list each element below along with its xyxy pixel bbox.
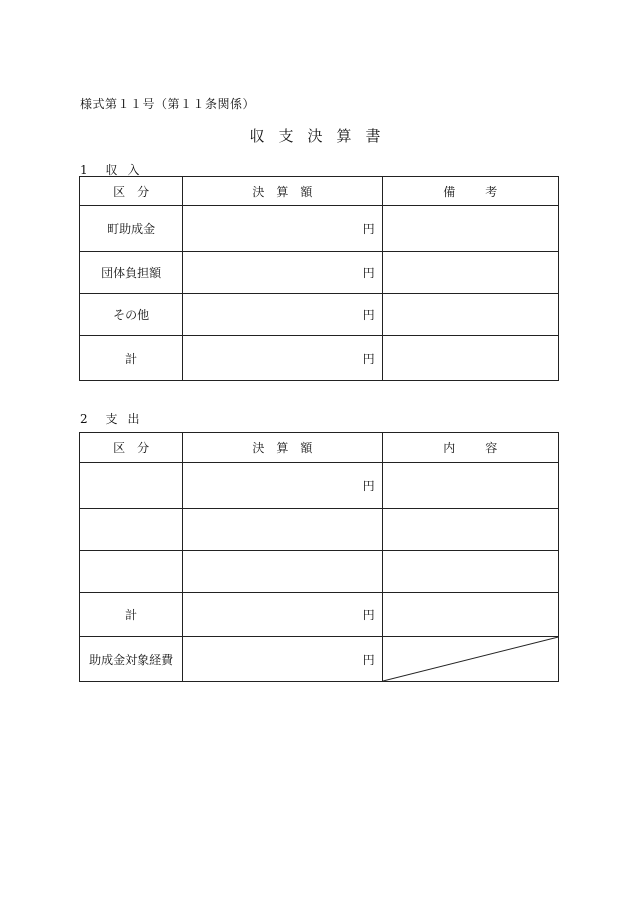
subsidy-eligible-row — [80, 637, 559, 682]
page-title: 収支決算書 — [249, 127, 395, 145]
expense-row-amount[interactable] — [183, 509, 382, 551]
expense-section-title: 支出 — [105, 412, 150, 426]
expense-total-amount[interactable]: 円 — [183, 593, 382, 637]
income-row-note[interactable] — [382, 206, 558, 252]
subsidy-eligible-note-crossed — [382, 637, 558, 682]
income-total-row — [80, 336, 559, 381]
income-header-category: 区分 — [80, 177, 183, 206]
expense-row-category[interactable] — [80, 509, 183, 551]
income-row — [80, 252, 559, 294]
expense-row-amount[interactable]: 円 — [183, 463, 382, 509]
expense-section-label — [80, 410, 149, 427]
income-header-amount: 決算額 — [183, 177, 382, 206]
income-table — [79, 176, 559, 381]
income-total-note[interactable] — [382, 336, 558, 381]
income-row-amount[interactable]: 円 — [183, 252, 382, 294]
income-total-category: 計 — [80, 336, 183, 381]
income-row-category: その他 — [80, 294, 183, 336]
income-row-note[interactable] — [382, 252, 558, 294]
expense-section-number: 2 — [80, 412, 88, 426]
expense-row — [80, 463, 559, 509]
income-row-category: 団体負担額 — [80, 252, 183, 294]
expense-header-category: 区分 — [80, 433, 183, 463]
income-row — [80, 206, 559, 252]
expense-row — [80, 509, 559, 551]
form-number: 様式第１１号（第１１条関係） — [80, 97, 256, 111]
income-row-note[interactable] — [382, 294, 558, 336]
expense-total-category: 計 — [80, 593, 183, 637]
subsidy-eligible-category: 助成金対象経費 — [80, 637, 183, 682]
expense-total-note[interactable] — [382, 593, 558, 637]
expense-row-note[interactable] — [382, 463, 558, 509]
income-section-number: 1 — [80, 163, 88, 177]
income-header-row — [80, 177, 559, 206]
expense-row — [80, 551, 559, 593]
income-row — [80, 294, 559, 336]
expense-row-amount[interactable] — [183, 551, 382, 593]
income-header-note: 備考 — [382, 177, 558, 206]
expense-header-amount: 決算額 — [183, 433, 382, 463]
expense-row-note[interactable] — [382, 551, 558, 593]
expense-row-note[interactable] — [382, 509, 558, 551]
income-row-amount[interactable]: 円 — [183, 206, 382, 252]
income-row-amount[interactable]: 円 — [183, 294, 382, 336]
expense-table — [79, 432, 559, 682]
expense-row-category[interactable] — [80, 551, 183, 593]
income-section-title: 収入 — [105, 163, 150, 177]
income-total-amount[interactable]: 円 — [183, 336, 382, 381]
expense-row-category[interactable] — [80, 463, 183, 509]
subsidy-eligible-amount[interactable]: 円 — [183, 637, 382, 682]
expense-total-row — [80, 593, 559, 637]
income-row-category: 町助成金 — [80, 206, 183, 252]
expense-header-row — [80, 433, 559, 463]
diagonal-strike — [383, 637, 558, 681]
expense-header-note: 内容 — [382, 433, 558, 463]
